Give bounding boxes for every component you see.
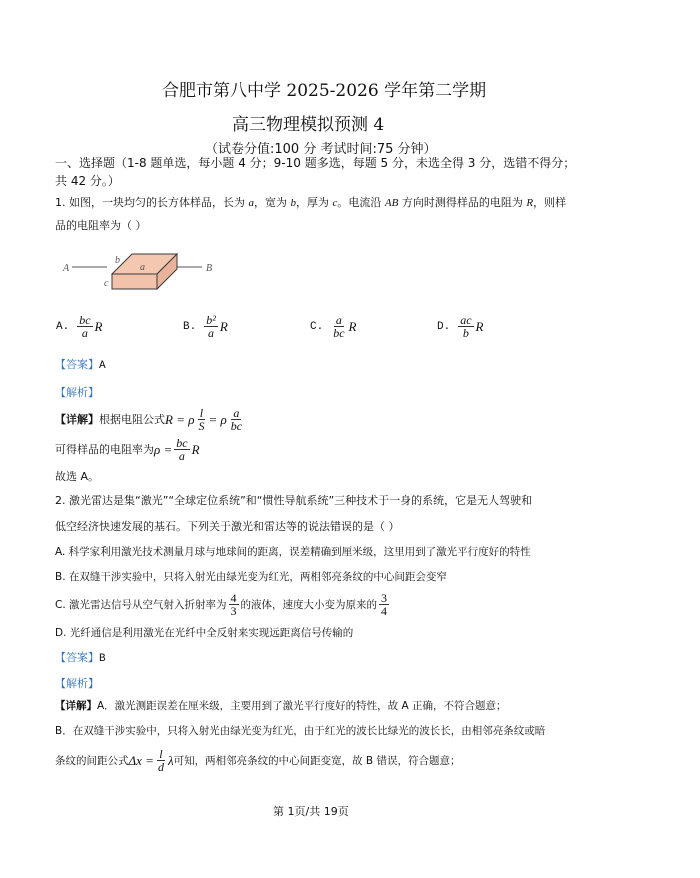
q2-detail-b-line1: B．在双缝干涉实验中，只将入射光由绿光变为红光，由于红光的波长比绿光的波长长，由相邻亮条纹或暗 — [55, 725, 546, 737]
fraction — [156, 748, 166, 773]
denominator: S — [198, 419, 205, 433]
result-text: 可得样品的电阻率为 — [55, 442, 154, 456]
numerator: bc — [176, 436, 188, 450]
option-label: B. — [183, 320, 197, 333]
q2-stem-line2: 低空经济快速发展的基石。下列关于激光和雷达等的说法错误的是（ ） — [55, 520, 400, 533]
q1-stem-text: ，则样 — [533, 196, 567, 209]
q2-answer — [55, 651, 106, 666]
school-title: 合肥市第八中学 2025-2026 学年第二学期 — [162, 81, 487, 101]
option-suffix: R — [94, 318, 103, 334]
numerator: ac — [460, 313, 472, 327]
cuboid-diagram — [62, 250, 222, 295]
numerator: a — [233, 406, 240, 420]
q1-stem-text: 1. 如图，一块均匀的长方体样品，长为 — [55, 196, 249, 209]
q2-option-b: B. 在双缝干涉实验中，只将入射光由绿光变为红光，两相邻亮条纹的中心间距会变窄 — [55, 571, 447, 583]
q1-detail — [55, 407, 246, 432]
q1-analysis-tag: 【解析】 — [55, 386, 99, 399]
denominator: d — [157, 760, 164, 774]
detail-text: A．激光测距误差在厘米级，主要用到了激光平行度好的特性，故 A 正确，不符合题意； — [97, 700, 507, 712]
formula-part: R — [191, 441, 200, 457]
denominator: 4 — [381, 604, 388, 618]
cuboid-figure — [62, 250, 222, 295]
q1-stem-line1 — [55, 196, 566, 210]
numerator: 3 — [381, 591, 388, 605]
q1-result — [55, 437, 200, 462]
numerator: b² — [206, 313, 216, 327]
option-suffix: R — [475, 318, 484, 334]
answer-value: A — [99, 360, 106, 372]
var-ab: AB — [384, 197, 399, 209]
svg-text:A: A — [63, 263, 70, 274]
q2-detail-a — [55, 699, 507, 713]
q2-option-a: A. 科学家利用激光技术测量月球与地球间的距离，误差精确到厘米级，这里用到了激光平行度好的特性 — [55, 546, 531, 558]
var-r: R — [526, 197, 534, 209]
fraction — [204, 314, 218, 339]
svg-text:b: b — [115, 255, 120, 266]
option-text: C. 激光雷达信号从空气射入折射率为 — [55, 598, 227, 611]
detail-tag: 【详解】 — [55, 700, 97, 712]
q2-detail-b-line2 — [55, 748, 460, 773]
fraction — [379, 592, 389, 617]
fraction — [229, 407, 244, 432]
option-label: C. — [310, 320, 324, 333]
formula-part: = ρ — [208, 411, 227, 427]
option-label: A. — [56, 320, 70, 333]
denominator: bc — [333, 326, 345, 340]
q1-stem-line2: 品的电阻率为（ ） — [55, 219, 147, 232]
numerator: l — [199, 406, 204, 420]
q1-option-b — [183, 314, 228, 339]
q1-option-d — [437, 314, 483, 339]
fraction — [331, 314, 346, 339]
var-c: c — [332, 197, 338, 209]
q1-stem-text: ，厚为 — [296, 196, 333, 209]
fraction — [458, 314, 473, 339]
q1-answer — [55, 358, 106, 373]
q2-stem-line1: 2. 激光雷达是集“激光”“全球定位系统”和“惯性导航系统”三种技术于一身的系统，它是无人驾驶和 — [55, 494, 533, 507]
denominator: a — [178, 449, 185, 463]
q2-option-d: D. 光纤通信是利用激光在光纤中全反射来实现远距离信号传输的 — [55, 627, 354, 639]
formula-part: Δx = — [128, 752, 154, 768]
svg-text:c: c — [104, 278, 109, 289]
answer-tag: 【答案】 — [55, 651, 99, 664]
q1-stem-text: 。电流沿 — [337, 196, 385, 209]
exam-title: 高三物理模拟预测 4 — [232, 115, 385, 135]
denominator: bc — [230, 419, 243, 433]
option-text: 的液体，速度大小变为原来的 — [240, 598, 378, 611]
detail-text: 根据电阻公式 — [99, 412, 165, 426]
q1-conclusion: 故选 A。 — [55, 470, 100, 483]
fraction — [229, 592, 239, 617]
numerator: a — [335, 313, 342, 327]
denominator: a — [81, 326, 88, 340]
svg-text:B: B — [206, 263, 213, 274]
denominator: b — [462, 326, 469, 340]
var-a: a — [248, 197, 254, 209]
denominator: a — [208, 326, 214, 340]
denominator: 3 — [230, 604, 237, 618]
section-heading-line2: 共 42 分。） — [55, 174, 120, 188]
fraction — [77, 314, 92, 339]
numerator: bc — [79, 313, 91, 327]
q2-analysis-tag: 【解析】 — [55, 677, 99, 690]
var-b: b — [290, 197, 296, 209]
q1-stem-text: ，宽为 — [254, 196, 291, 209]
detail-text: 条纹的间距公式 — [55, 754, 129, 767]
numerator: l — [159, 747, 163, 761]
numerator: 4 — [230, 591, 237, 605]
section-heading-line1: 一、选择题（1-8 题单选，每小题 4 分；9-10 题多选，每题 5 分，未选全得 3 分，选错不得分； — [55, 156, 576, 170]
option-suffix: R — [348, 318, 357, 334]
exam-info: （试卷分值:100 分 考试时间:75 分钟） — [205, 142, 437, 157]
svg-text:a: a — [140, 262, 145, 273]
q1-option-c — [310, 314, 356, 339]
q1-stem-text: 方向时测得样品的电阻为 — [398, 196, 527, 209]
q2-option-c — [55, 592, 391, 617]
formula-part: R = ρ — [165, 411, 195, 427]
detail-text: 可知，两相邻亮条纹的中心间距变宽，故 B 错误，符合题意； — [173, 754, 461, 767]
fraction — [196, 407, 206, 432]
fraction — [174, 437, 189, 462]
formula-part: ρ = — [154, 441, 173, 457]
detail-tag: 【详解】 — [55, 412, 99, 426]
option-label: D. — [437, 320, 451, 333]
page-indicator: 第 1页/共 19页 — [273, 805, 349, 818]
formula-part: λ — [167, 752, 174, 768]
answer-value: B — [99, 653, 106, 665]
answer-tag: 【答案】 — [55, 358, 99, 371]
option-suffix: R — [219, 318, 228, 334]
q1-option-a — [56, 314, 102, 339]
